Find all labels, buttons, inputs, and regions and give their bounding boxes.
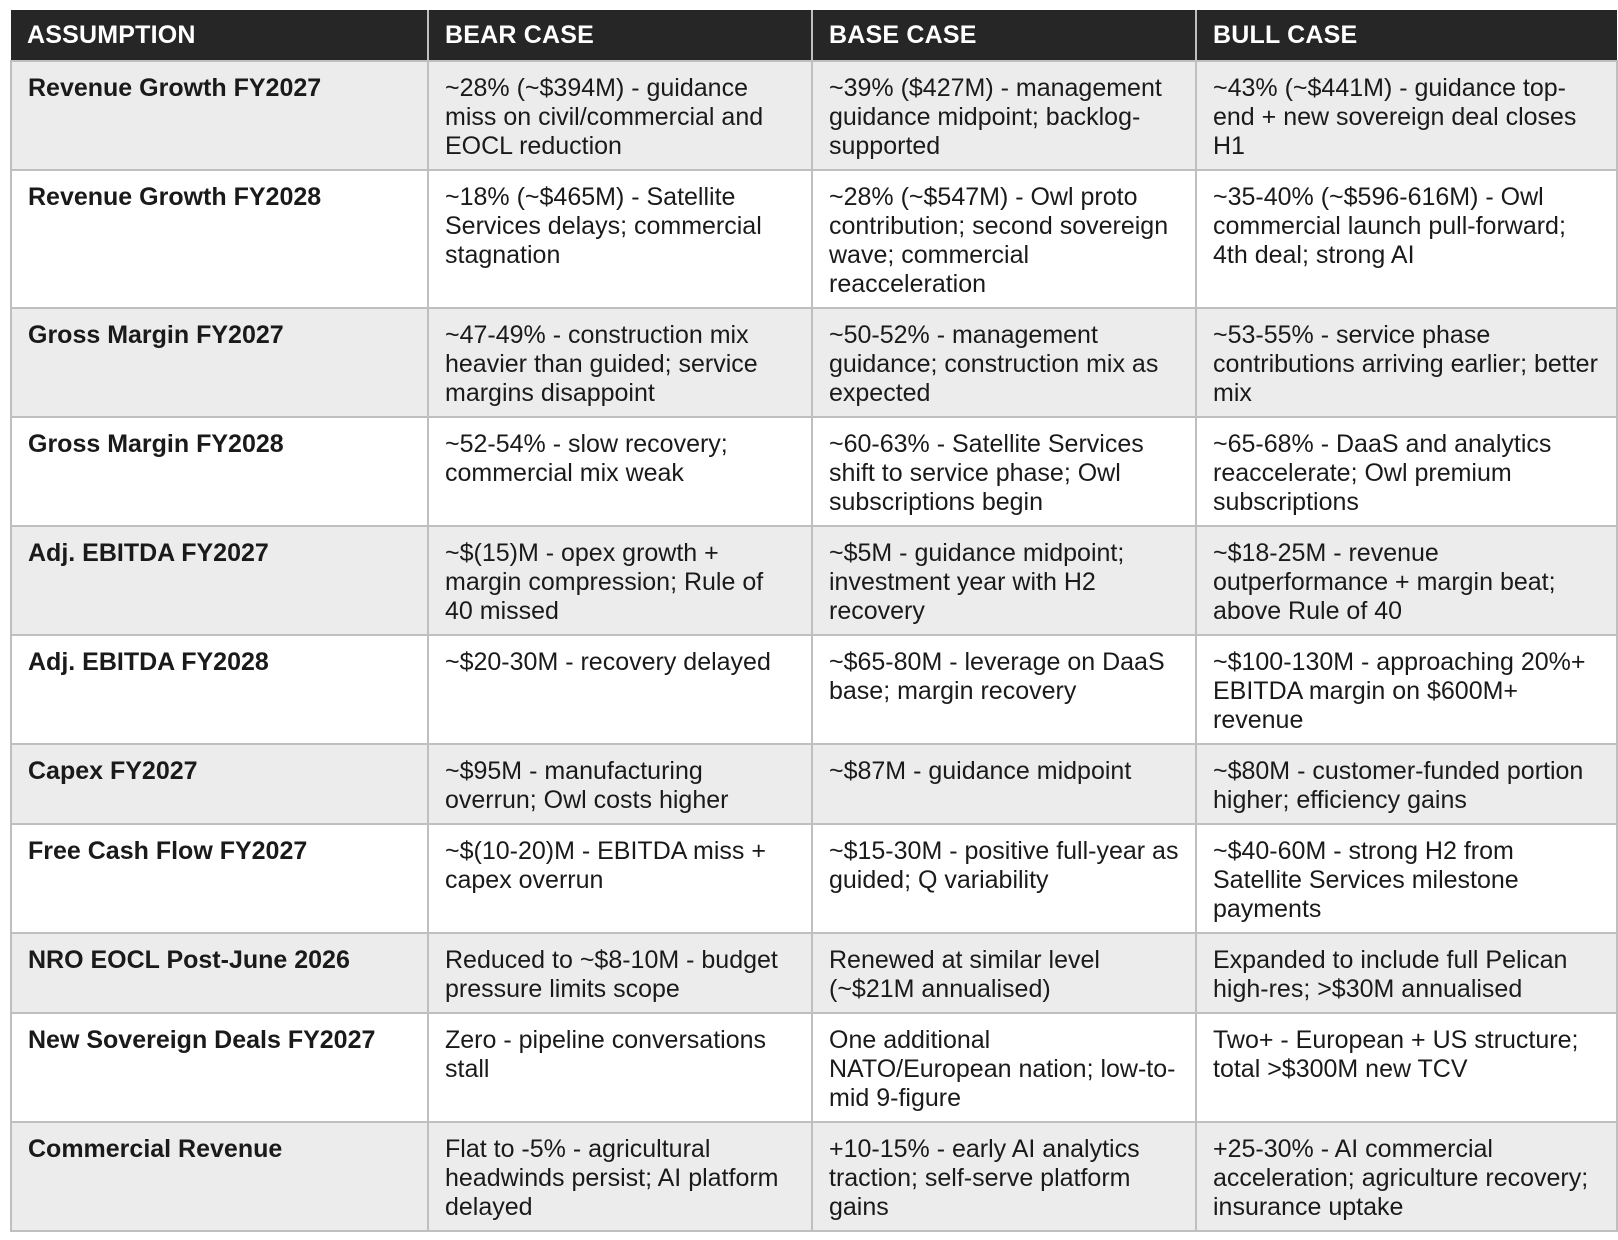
bear-case-cell: Zero - pipeline conversations stall	[428, 1013, 812, 1122]
bear-case-cell: ~28% (~$394M) - guidance miss on civil/commercial and EOCL reduction	[428, 61, 812, 170]
bull-case-cell: ~43% (~$441M) - guidance top-end + new sovereign deal closes H1	[1196, 61, 1617, 170]
table-row	[11, 1013, 1617, 1122]
bull-case-cell: +25-30% - AI commercial acceleration; agriculture recovery; insurance uptake	[1196, 1122, 1617, 1231]
table-row	[11, 824, 1617, 933]
assumption-cell: New Sovereign Deals FY2027	[11, 1013, 428, 1122]
assumption-cell: Commercial Revenue	[11, 1122, 428, 1231]
assumption-cell: Gross Margin FY2028	[11, 417, 428, 526]
table-row	[11, 417, 1617, 526]
bull-case-cell: ~65-68% - DaaS and analytics reaccelerate; Owl premium subscriptions	[1196, 417, 1617, 526]
bear-case-cell: ~18% (~$465M) - Satellite Services delays; commercial stagnation	[428, 170, 812, 308]
assumption-cell: Revenue Growth FY2027	[11, 61, 428, 170]
base-case-cell: Renewed at similar level (~$21M annualised)	[812, 933, 1196, 1013]
base-case-cell: ~50-52% - management guidance; construction mix as expected	[812, 308, 1196, 417]
assumption-cell: Adj. EBITDA FY2028	[11, 635, 428, 744]
header-bull-case: BULL CASE	[1196, 10, 1617, 61]
table-row	[11, 635, 1617, 744]
bear-case-cell: Flat to -5% - agricultural headwinds persist; AI platform delayed	[428, 1122, 812, 1231]
scenario-table-container	[10, 10, 1618, 1232]
header-base-case: BASE CASE	[812, 10, 1196, 61]
assumption-cell: Free Cash Flow FY2027	[11, 824, 428, 933]
base-case-cell: ~$5M - guidance midpoint; investment year with H2 recovery	[812, 526, 1196, 635]
base-case-cell: One additional NATO/European nation; low-to-mid 9-figure	[812, 1013, 1196, 1122]
table-row	[11, 308, 1617, 417]
bull-case-cell: ~35-40% (~$596-616M) - Owl commercial launch pull-forward; 4th deal; strong AI	[1196, 170, 1617, 308]
table-row	[11, 526, 1617, 635]
table-row	[11, 933, 1617, 1013]
table-row	[11, 744, 1617, 824]
base-case-cell: ~$87M - guidance midpoint	[812, 744, 1196, 824]
header-bear-case: BEAR CASE	[428, 10, 812, 61]
bull-case-cell: ~53-55% - service phase contributions arriving earlier; better mix	[1196, 308, 1617, 417]
header-assumption: ASSUMPTION	[11, 10, 428, 61]
bear-case-cell: ~52-54% - slow recovery; commercial mix weak	[428, 417, 812, 526]
table-header-row	[11, 10, 1617, 61]
base-case-cell: +10-15% - early AI analytics traction; self-serve platform gains	[812, 1122, 1196, 1231]
bear-case-cell: Reduced to ~$8-10M - budget pressure limits scope	[428, 933, 812, 1013]
base-case-cell: ~$65-80M - leverage on DaaS base; margin recovery	[812, 635, 1196, 744]
bull-case-cell: ~$18-25M - revenue outperformance + margin beat; above Rule of 40	[1196, 526, 1617, 635]
bear-case-cell: ~$20-30M - recovery delayed	[428, 635, 812, 744]
bull-case-cell: ~$80M - customer-funded portion higher; efficiency gains	[1196, 744, 1617, 824]
bull-case-cell: ~$100-130M - approaching 20%+ EBITDA margin on $600M+ revenue	[1196, 635, 1617, 744]
assumption-cell: Capex FY2027	[11, 744, 428, 824]
assumption-cell: Gross Margin FY2027	[11, 308, 428, 417]
scenario-assumptions-table	[10, 10, 1618, 1232]
bull-case-cell: Two+ - European + US structure; total >$300M new TCV	[1196, 1013, 1617, 1122]
bull-case-cell: Expanded to include full Pelican high-res; >$30M annualised	[1196, 933, 1617, 1013]
table-row	[11, 61, 1617, 170]
bear-case-cell: ~$(10-20)M - EBITDA miss + capex overrun	[428, 824, 812, 933]
bull-case-cell: ~$40-60M - strong H2 from Satellite Services milestone payments	[1196, 824, 1617, 933]
bear-case-cell: ~$(15)M - opex growth + margin compression; Rule of 40 missed	[428, 526, 812, 635]
assumption-cell: NRO EOCL Post-June 2026	[11, 933, 428, 1013]
table-row	[11, 170, 1617, 308]
base-case-cell: ~60-63% - Satellite Services shift to service phase; Owl subscriptions begin	[812, 417, 1196, 526]
base-case-cell: ~28% (~$547M) - Owl proto contribution; second sovereign wave; commercial reacceleration	[812, 170, 1196, 308]
base-case-cell: ~$15-30M - positive full-year as guided; Q variability	[812, 824, 1196, 933]
bear-case-cell: ~$95M - manufacturing overrun; Owl costs higher	[428, 744, 812, 824]
bear-case-cell: ~47-49% - construction mix heavier than guided; service margins disappoint	[428, 308, 812, 417]
assumption-cell: Revenue Growth FY2028	[11, 170, 428, 308]
table-row	[11, 1122, 1617, 1231]
assumption-cell: Adj. EBITDA FY2027	[11, 526, 428, 635]
base-case-cell: ~39% ($427M) - management guidance midpoint; backlog-supported	[812, 61, 1196, 170]
